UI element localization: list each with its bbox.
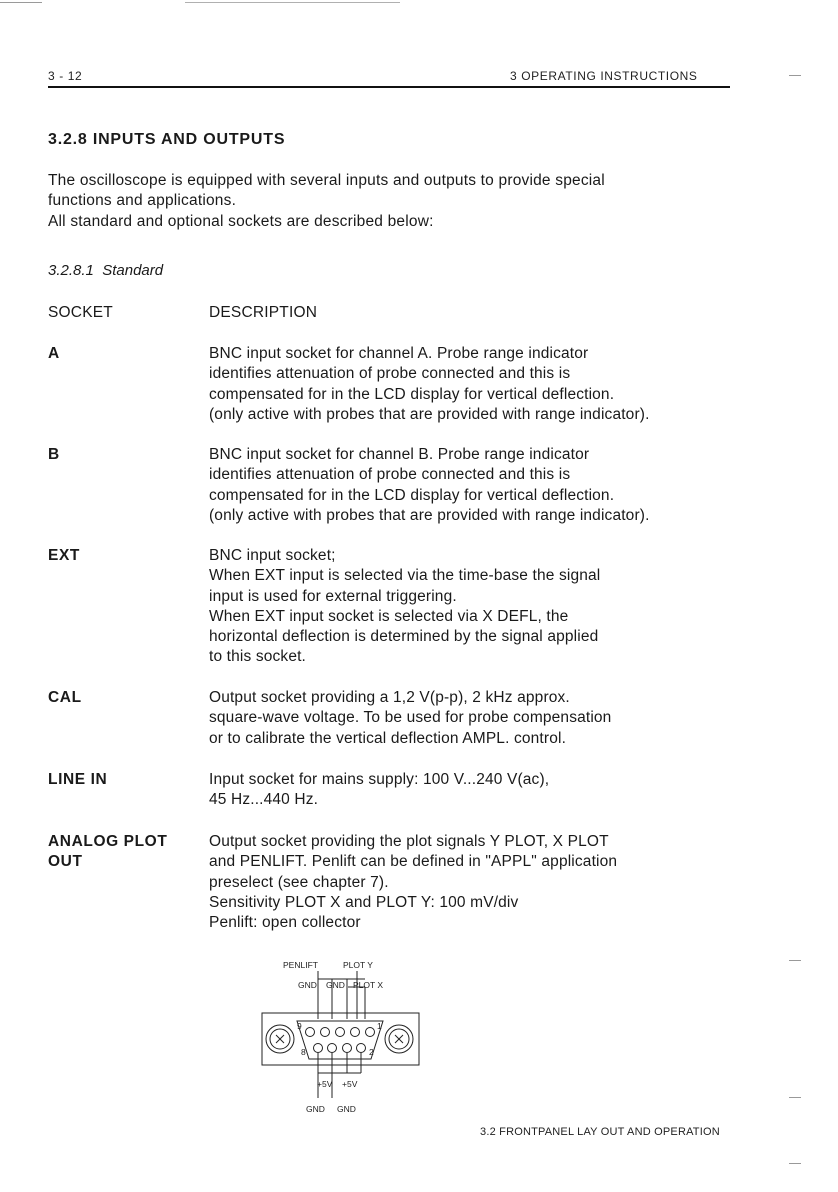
label-gnd-top: GND — [326, 980, 345, 990]
pin — [328, 1044, 337, 1053]
socket-label-line-in: LINE IN — [48, 771, 108, 788]
socket-label-b: B — [48, 446, 60, 463]
label-plus-5v: +5V — [317, 1079, 333, 1089]
description-line: identifies attenuation of probe connected and this is — [209, 365, 571, 383]
pin-number: 9 — [297, 1021, 302, 1031]
column-heading-description: DESCRIPTION — [209, 304, 318, 321]
intro-line: The oscilloscope is equipped with several inputs and outputs to provide special — [48, 172, 605, 189]
description-line: Output socket providing a 1,2 V(p-p), 2 kHz approx. — [209, 689, 570, 706]
margin-mark — [789, 960, 801, 961]
page-number: 3 - 12 — [48, 69, 83, 83]
label-gnd-bottom: GND — [337, 1104, 356, 1114]
description-line: Sensitivity PLOT X and PLOT Y: 100 mV/div — [209, 893, 519, 911]
pin — [314, 1044, 323, 1053]
pin-number: 2 — [369, 1047, 374, 1057]
pin-number: 1 — [377, 1021, 382, 1031]
description-line: Output socket providing the plot signals Y PLOT, X PLOT — [209, 833, 609, 850]
description-line: When EXT input is selected via the time-base the signal — [209, 567, 601, 585]
description-line: BNC input socket for channel A. Probe range indicator — [209, 345, 589, 362]
description-line: and PENLIFT. Penlift can be defined in "APPL" application — [209, 853, 618, 871]
pin — [357, 1044, 366, 1053]
socket-description-b — [209, 445, 650, 526]
pin — [343, 1044, 352, 1053]
label-gnd-bottom: GND — [306, 1104, 325, 1114]
description-line: to this socket. — [209, 648, 307, 666]
label-plot-x: PLOT X — [353, 980, 384, 990]
socket-description-cal — [209, 688, 611, 749]
description-line: Penlift: open collector — [209, 914, 361, 932]
label-plot-y: PLOT Y — [343, 960, 373, 970]
description-line: compensated for in the LCD display for vertical deflection. — [209, 486, 615, 504]
socket-label-line: OUT — [48, 853, 83, 871]
socket-label-cal: CAL — [48, 689, 82, 706]
description-line: square-wave voltage. To be used for probe compensation — [209, 709, 612, 727]
description-line: When EXT input socket is selected via X DEFL, the — [209, 607, 569, 625]
socket-description-ext — [209, 546, 600, 668]
description-line: BNC input socket for channel B. Probe range indicator — [209, 446, 590, 463]
chapter-title: 3 OPERATING INSTRUCTIONS — [510, 69, 698, 83]
description-line: (only active with probes that are provided with range indicator). — [209, 405, 650, 423]
pin — [351, 1028, 360, 1037]
pin — [366, 1028, 375, 1037]
header-rule — [48, 86, 730, 88]
margin-mark — [789, 75, 801, 76]
section-title: 3.2.8 INPUTS AND OUTPUTS — [48, 131, 286, 148]
socket-description-line-in — [209, 770, 549, 811]
socket-description-a — [209, 344, 650, 425]
description-line: input is used for external triggering. — [209, 587, 457, 605]
description-line: Input socket for mains supply: 100 V...240 V(ac), — [209, 771, 550, 788]
connector-pinout-diagram — [255, 955, 435, 1120]
socket-label-a: A — [48, 345, 60, 362]
footer-text: 3.2 FRONTPANEL LAY OUT AND OPERATION — [480, 1126, 720, 1138]
description-line: identifies attenuation of probe connected and this is — [209, 466, 571, 484]
description-line: (only active with probes that are provided with range indicator). — [209, 506, 650, 524]
socket-description-analog-plot-out — [209, 832, 617, 933]
socket-label-analog-plot-out — [48, 832, 167, 873]
socket-label-line: ANALOG PLOT — [48, 833, 168, 850]
pin-number: 8 — [301, 1047, 306, 1057]
label-penlift: PENLIFT — [283, 960, 318, 970]
intro-line: functions and applications. — [48, 192, 237, 210]
column-heading-socket: SOCKET — [48, 304, 113, 321]
scan-artifact-line — [0, 2, 42, 3]
margin-mark — [789, 1097, 801, 1098]
description-line: or to calibrate the vertical deflection AMPL. control. — [209, 729, 567, 747]
scan-artifact-line — [185, 2, 400, 3]
pin — [306, 1028, 315, 1037]
description-line: compensated for in the LCD display for vertical deflection. — [209, 385, 615, 403]
description-line: horizontal deflection is determined by the signal applied — [209, 628, 599, 646]
label-gnd-top: GND — [298, 980, 317, 990]
subsection-title: 3.2.8.1 Standard — [48, 262, 164, 279]
pin — [321, 1028, 330, 1037]
intro-line: All standard and optional sockets are described below: — [48, 212, 434, 230]
label-plus-5v: +5V — [342, 1079, 358, 1089]
pin — [336, 1028, 345, 1037]
intro-paragraph — [48, 171, 605, 232]
description-line: BNC input socket; — [209, 547, 336, 564]
socket-label-ext: EXT — [48, 547, 80, 564]
margin-mark — [789, 1163, 801, 1164]
description-line: 45 Hz...440 Hz. — [209, 791, 319, 809]
description-line: preselect (see chapter 7). — [209, 873, 389, 891]
